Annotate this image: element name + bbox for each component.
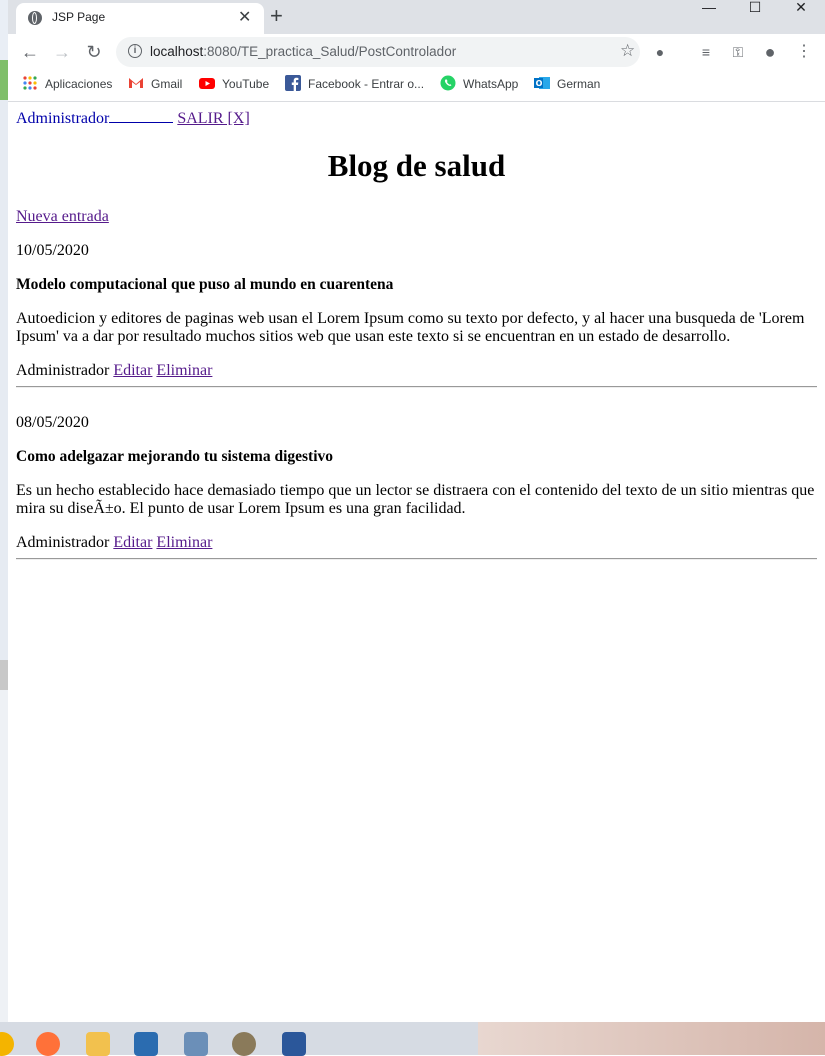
key-icon[interactable]: ⚿ [732,44,744,60]
taskbar-wallpaper [478,1022,825,1055]
bookmark-label: Aplicaciones [45,77,113,91]
forward-button[interactable]: → [53,42,71,62]
browser-tab[interactable] [16,3,264,34]
bookmark-whatsapp[interactable] [440,76,518,94]
new-tab-button[interactable]: + [270,3,283,28]
bookmark-label: Gmail [151,77,183,91]
box-taskbar-icon[interactable] [184,1032,208,1056]
bookmark-youtube[interactable] [199,76,269,94]
mail-taskbar-icon[interactable] [134,1032,158,1056]
bookmarks-bar [8,70,825,102]
word-taskbar-icon[interactable] [282,1032,306,1056]
browser-chrome [8,0,825,102]
maximize-button[interactable]: ☐ [748,0,762,15]
post-body: Es un hecho establecido hace demasiado tiempo que un lector se distraera con el contenido del texto de un sitio mientras que mira su diseÃ±o. El punto de usar Lorem Ipsum es una gran facilidad. [16,482,815,517]
post-meta [16,362,212,380]
extension-icon[interactable]: ● [655,44,665,60]
app-taskbar-icon[interactable] [232,1032,256,1056]
whatsapp-icon [440,75,456,91]
user-bar [16,110,250,128]
bookmark-german[interactable] [534,76,600,94]
apps-grid-icon [22,75,38,91]
svg-text:O: O [535,79,543,88]
url-path: :8080/TE_practica_Salud/PostControlador [203,44,457,59]
firefox-taskbar-icon[interactable] [36,1032,60,1056]
page-content [8,102,825,1022]
bookmark-star-icon[interactable]: ☆ [620,41,636,60]
delete-link[interactable]: Eliminar [156,362,213,379]
address-bar[interactable] [116,37,640,67]
user-name: Administrador [16,110,110,127]
browser-toolbar [8,34,825,70]
bookmark-apps[interactable] [22,76,112,94]
bookmark-label: YouTube [222,77,270,91]
post-title: Modelo computacional que puso al mundo en cuarentena [16,276,394,293]
post-divider [16,386,817,388]
tab-strip [8,0,825,34]
edit-link[interactable]: Editar [113,534,153,551]
post-author: Administrador [16,362,110,379]
url-host: localhost [150,44,204,59]
media-queue-icon[interactable]: ≡ [701,44,711,60]
post-title: Como adelgazar mejorando tu sistema digestivo [16,448,334,465]
site-info-icon[interactable]: i [128,44,142,58]
youtube-icon [199,75,215,91]
bookmark-label: WhatsApp [463,77,519,91]
tab-close-icon[interactable]: ✕ [238,9,252,26]
minimize-button[interactable]: — [702,0,716,15]
globe-icon [28,11,42,25]
post-date: 10/05/2020 [16,242,89,259]
edit-link[interactable]: Editar [113,362,153,379]
back-button[interactable]: ← [21,42,39,62]
bookmark-label: German [557,77,601,91]
gmail-icon [128,75,144,91]
page-title: Blog de salud [327,148,506,183]
profile-icon[interactable]: ● [764,42,776,62]
post-divider [16,558,817,560]
post-date: 08/05/2020 [16,414,89,431]
chrome-taskbar-icon[interactable] [0,1032,14,1056]
facebook-icon [285,75,301,91]
folder-taskbar-icon[interactable] [86,1032,110,1056]
post-author: Administrador [16,534,110,551]
post-meta [16,534,212,552]
url-text[interactable] [150,44,456,59]
bookmark-label: Facebook - Entrar o... [308,77,425,91]
bookmark-gmail[interactable] [128,76,182,94]
taskbar [0,1022,825,1055]
bookmark-facebook[interactable] [285,76,424,94]
outlook-icon [534,75,550,91]
tab-title: JSP Page [52,10,106,24]
logout-link[interactable]: SALIR [X] [177,110,250,127]
post-body: Autoedicion y editores de paginas web usan el Lorem Ipsum como su texto por defecto, y al hacer una busqueda de 'Lorem Ipsum' va a dar por resultado muchos sitios web que usan este texto si se encuentran en un estado de desarrollo. [16,310,805,345]
new-entry-link[interactable]: Nueva entrada [16,208,109,225]
close-window-button[interactable]: ✕ [795,0,807,15]
reload-button[interactable]: ↻ [86,42,102,62]
menu-icon[interactable]: ⋮ [796,43,812,60]
user-underline [109,110,173,123]
delete-link[interactable]: Eliminar [156,534,213,551]
